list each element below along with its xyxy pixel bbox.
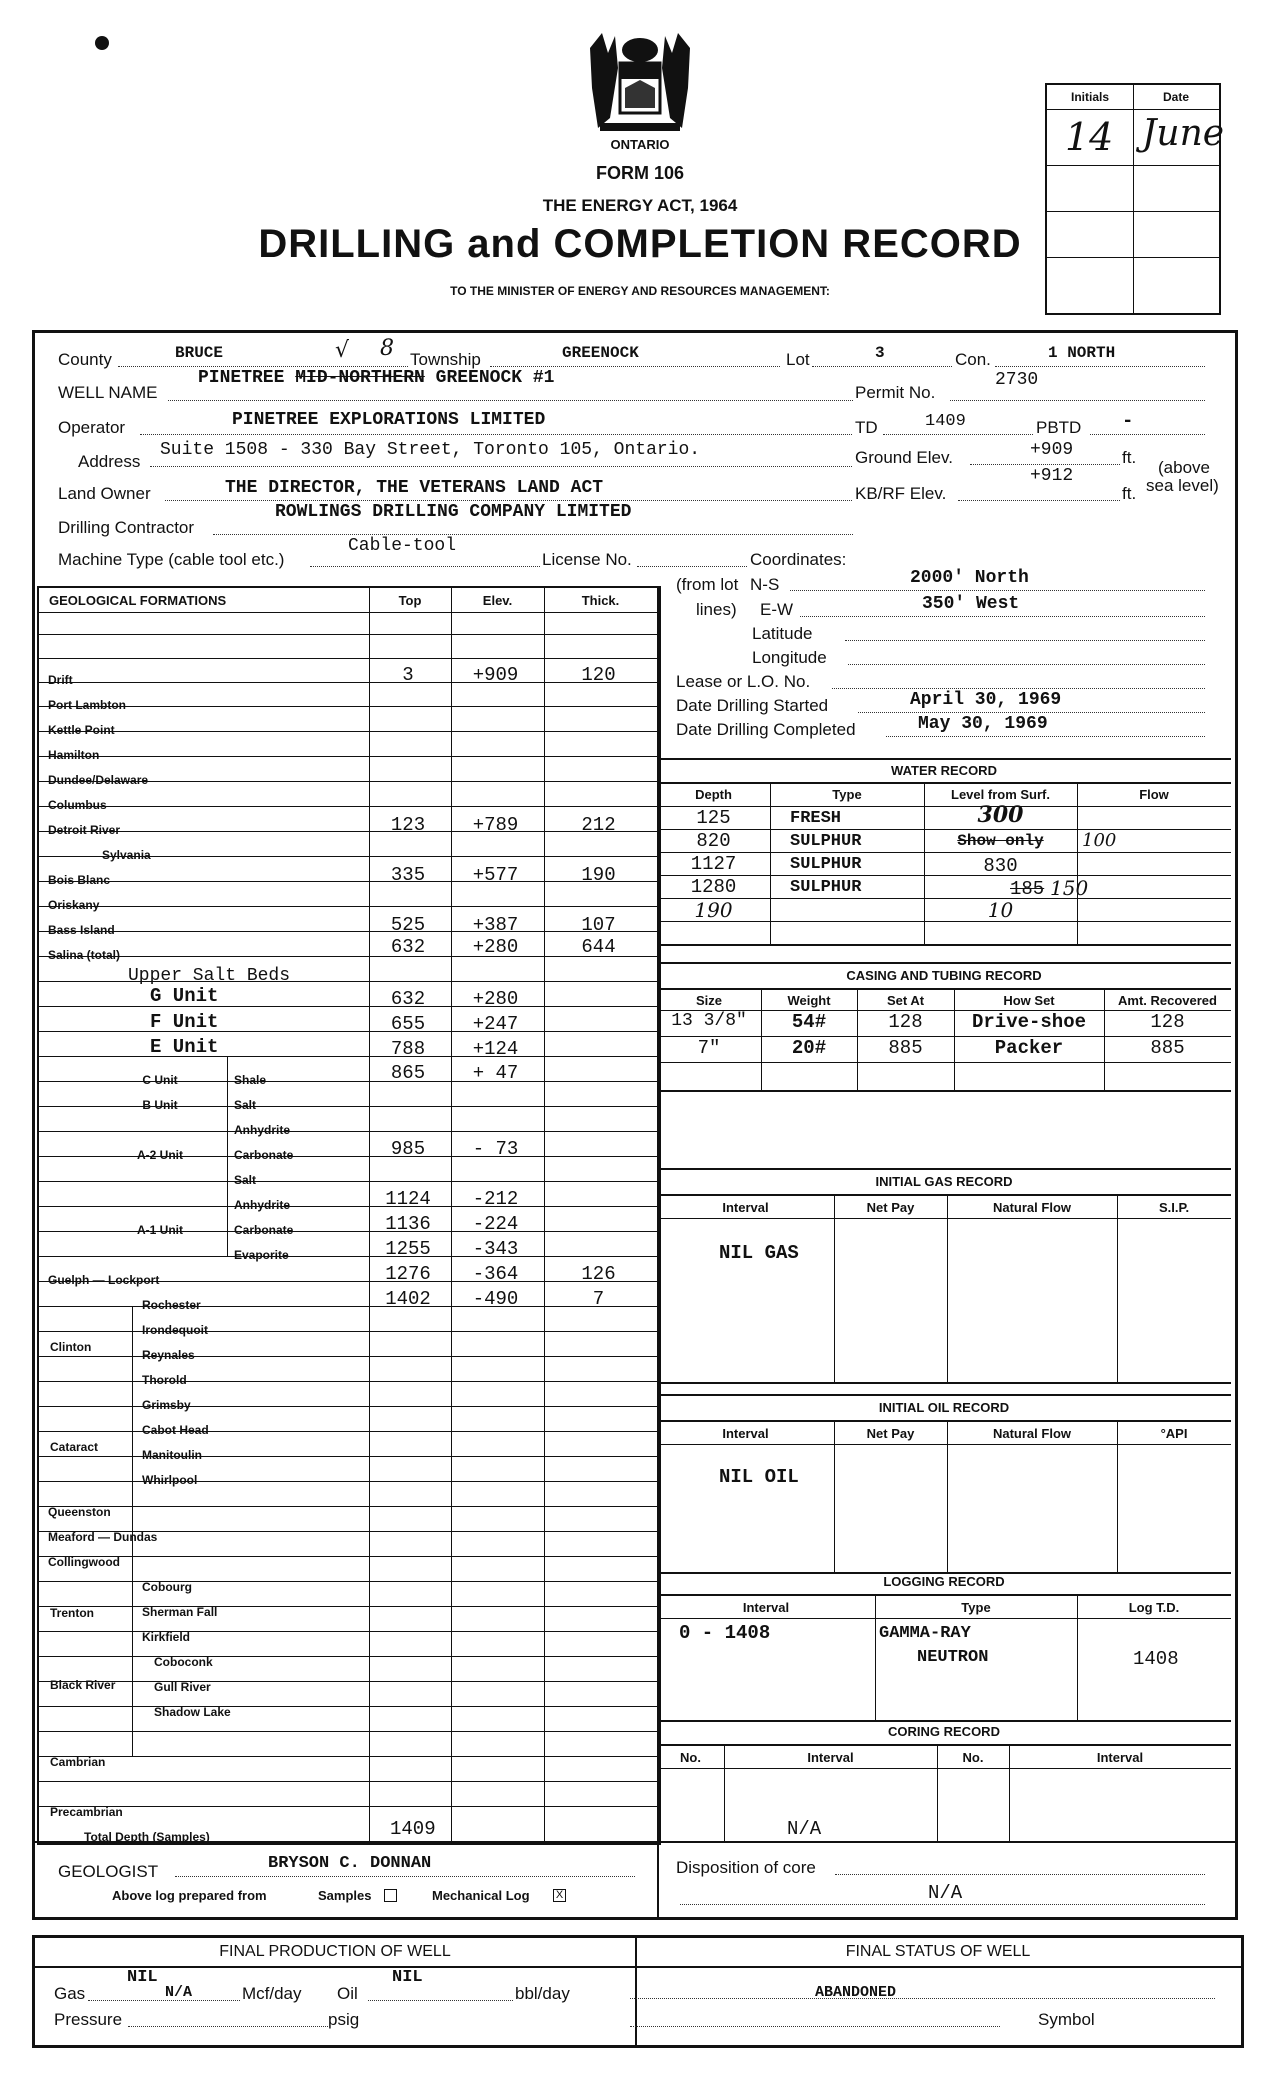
casing-how-header: How Set	[1003, 993, 1055, 1008]
date-completed-label: Date Drilling Completed	[676, 720, 856, 739]
trenton-sherman-fall: Sherman Fall	[142, 1605, 218, 1619]
thick-header: Thick.	[581, 593, 620, 608]
ew-value: 350' West	[922, 594, 1020, 614]
water-depth-4: 1280	[690, 876, 737, 898]
drift-elev: +909	[472, 664, 519, 686]
rochester-top: 1402	[385, 1288, 431, 1310]
g-unit: G Unit	[150, 985, 219, 1007]
water-level-4: 185	[1010, 878, 1045, 900]
f-unit: F Unit	[150, 1011, 219, 1033]
pbtd-label: PBTD	[1036, 418, 1082, 437]
final-section	[32, 1935, 1244, 2048]
anhydrite-1: Anhydrite	[234, 1123, 291, 1137]
salina-top: 632	[390, 936, 426, 958]
from-lot-label: (from lot	[676, 575, 739, 594]
casing-how-1: Drive-shoe	[971, 1011, 1087, 1033]
water-depth-header: Depth	[695, 787, 732, 802]
formation-kettle-point: Kettle Point	[48, 723, 115, 737]
above-sea-level: (above	[1158, 458, 1210, 477]
license-label: License No.	[542, 550, 632, 569]
well-name-label: WELL NAME	[58, 383, 158, 402]
formation-salina: Salina (total)	[48, 948, 121, 962]
mechanical-log-label: Mechanical Log	[432, 1888, 530, 1903]
ew-label: E-W	[760, 600, 794, 619]
formation-precambrian: Precambrian	[50, 1805, 123, 1819]
water-type-header: Type	[832, 787, 862, 802]
land-owner-value: THE DIRECTOR, THE VETERANS LAND ACT	[225, 478, 604, 498]
salina-thick: 644	[581, 936, 616, 958]
elev-header: Elev.	[482, 593, 513, 608]
gas-record	[657, 1168, 1231, 1384]
oil-api-header: °API	[1160, 1426, 1188, 1441]
casing-weight-2: 20#	[791, 1037, 827, 1059]
oil-interval-header: Interval	[722, 1426, 769, 1441]
water-flow-4: 150	[1050, 876, 1089, 900]
clinton-rochester: Rochester	[142, 1298, 201, 1312]
bass-island-thick: 107	[581, 914, 616, 936]
geologist-label: GEOLOGIST	[58, 1862, 159, 1881]
logging-interval: 0 - 1408	[679, 1622, 771, 1644]
evaporite-elev: -343	[472, 1238, 519, 1260]
formation-queenston: Queenston	[48, 1505, 111, 1519]
oil-netpay-header: Net Pay	[866, 1426, 915, 1441]
a2-unit: A-2 Unit	[137, 1148, 183, 1162]
clinton-reynales: Reynales	[142, 1348, 195, 1362]
oil-value: NIL OIL	[719, 1466, 799, 1488]
gas-flow-header: Natural Flow	[992, 1200, 1071, 1215]
upper-salt-beds-label: Upper Salt Beds	[128, 966, 291, 986]
water-flow-header: Flow	[1139, 787, 1169, 802]
c-unit-elev: + 47	[472, 1062, 519, 1084]
casing-size-1: 13 3/8"	[671, 1011, 747, 1031]
water-depth-5: 190	[694, 898, 733, 922]
drift-thick: 120	[581, 664, 616, 686]
black-river-shadow-lake: Shadow Lake	[154, 1705, 231, 1719]
ft-unit: ft.	[1122, 448, 1137, 467]
operator-label: Operator	[58, 418, 126, 437]
salina-elev: +280	[472, 936, 519, 958]
a1-unit-top: 1136	[385, 1213, 431, 1235]
bois-blanc-thick: 190	[581, 864, 616, 886]
e-unit-top: 788	[390, 1038, 426, 1060]
coring-record	[657, 1720, 1231, 1841]
casing-amt-1: 128	[1150, 1011, 1185, 1033]
a2-unit-top: 985	[390, 1138, 426, 1160]
cataract-whirlpool: Whirlpool	[142, 1473, 198, 1487]
clinton-thorold: Thorold	[142, 1373, 187, 1387]
oil-value-final: NIL	[392, 1968, 423, 1987]
rochester-thick: 7	[592, 1288, 605, 1310]
coring-interval2-header: Interval	[1096, 1750, 1144, 1765]
detroit-thick: 212	[581, 814, 616, 836]
bois-blanc-elev: +577	[472, 864, 519, 886]
ns-label: N-S	[750, 575, 780, 594]
e-unit: E Unit	[150, 1036, 219, 1058]
casing-size-2: 7"	[697, 1037, 721, 1059]
b-unit: B Unit	[142, 1098, 178, 1112]
sea-level-label: sea level)	[1146, 476, 1219, 495]
contractor-label: Drilling Contractor	[58, 518, 195, 537]
formation-guelph: Guelph — Lockport	[48, 1273, 160, 1287]
casing-size-header: Size	[695, 993, 722, 1008]
province-label: ONTARIO	[610, 137, 670, 152]
casing-weight-1: 54#	[791, 1011, 827, 1033]
black-river-coboconk: Coboconk	[154, 1655, 213, 1669]
date-handwritten: June	[1142, 113, 1225, 154]
formation-cataract: Cataract	[50, 1440, 99, 1454]
formation-clinton: Clinton	[50, 1340, 92, 1354]
rochester-elev: -490	[472, 1288, 519, 1310]
casing-set-header: Set At	[886, 993, 925, 1008]
f-unit-elev: +247	[472, 1013, 519, 1035]
township-value: GREENOCK	[562, 344, 639, 362]
coring-no-header: No.	[680, 1750, 701, 1765]
ft-unit-2: ft.	[1122, 484, 1137, 503]
date-completed-value: May 30, 1969	[918, 714, 1048, 734]
coordinates-label: Coordinates:	[750, 550, 847, 569]
permit-value: 2730	[995, 370, 1039, 390]
lot-value: 3	[875, 344, 885, 362]
water-depth-1: 125	[696, 807, 731, 829]
formation-drift: Drift	[48, 673, 73, 687]
permit-label: Permit No.	[855, 383, 936, 402]
total-depth-value: 1409	[390, 1818, 436, 1840]
con-value: 1 NORTH	[1048, 344, 1116, 362]
geologist-name: BRYSON C. DONNAN	[268, 1854, 432, 1873]
casing-title: CASING AND TUBING RECORD	[846, 968, 1042, 983]
machine-type-label: Machine Type (cable tool etc.)	[58, 550, 285, 569]
oil-label: Oil	[337, 1984, 358, 2003]
annotation-mark-2: 8	[380, 336, 394, 361]
logging-td-value: 1408	[1133, 1648, 1179, 1670]
county-label: County	[58, 350, 112, 369]
kb-elev-label: KB/RF Elev.	[855, 484, 947, 503]
logging-type-1: GAMMA-RAY	[879, 1624, 971, 1643]
c-unit-sub: Shale	[234, 1073, 267, 1087]
lease-label: Lease or L.O. No.	[676, 672, 811, 691]
a1-unit-elev: -224	[472, 1213, 519, 1235]
kb-elev-value: +912	[1030, 466, 1074, 486]
water-type-2: SULPHUR	[790, 832, 862, 851]
gas-na: N/A	[165, 1984, 193, 2001]
cataract-manitoulin: Manitoulin	[142, 1448, 202, 1462]
date-started-label: Date Drilling Started	[676, 696, 829, 715]
disposition-value: N/A	[928, 1882, 963, 1904]
oil-record	[657, 1394, 1231, 1574]
date-started-value: April 30, 1969	[910, 690, 1062, 710]
formation-dundee: Dundee/Delaware	[48, 773, 149, 787]
trenton-kirkfield: Kirkfield	[142, 1630, 191, 1644]
drift-top: 3	[402, 664, 414, 686]
initials-date-box	[1045, 83, 1225, 315]
final-production-title: FINAL PRODUCTION OF WELL	[219, 1943, 451, 1960]
formation-hamilton: Hamilton	[48, 748, 100, 762]
evaporite-top: 1255	[385, 1238, 431, 1260]
formation-bois-blanc: Bois Blanc	[48, 873, 111, 887]
anhydrite-2-elev: -212	[472, 1188, 519, 1210]
formation-cambrian: Cambrian	[50, 1755, 106, 1769]
mcf-label: Mcf/day	[242, 1984, 302, 2003]
samples-label: Samples	[318, 1888, 372, 1903]
detroit-top: 123	[390, 814, 426, 836]
coring-no2-header: No.	[962, 1750, 984, 1765]
pbtd-value: -	[1122, 410, 1134, 432]
ns-value: 2000' North	[910, 568, 1029, 588]
salt-2: Salt	[234, 1173, 257, 1187]
gas-title: INITIAL GAS RECORD	[875, 1174, 1013, 1189]
logging-td-header: Log T.D.	[1128, 1600, 1180, 1615]
guelph-top: 1276	[385, 1263, 431, 1285]
gas-value-final: NIL	[127, 1968, 158, 1987]
formation-meaford: Meaford — Dundas	[48, 1530, 158, 1544]
longitude-label: Longitude	[752, 648, 827, 667]
log-prepared-label: Above log prepared from	[112, 1888, 267, 1903]
top-header: Top	[398, 593, 422, 608]
c-unit-top: 865	[390, 1062, 426, 1084]
evaporite: Evaporite	[234, 1248, 289, 1262]
formation-black-river: Black River	[50, 1678, 116, 1692]
formation-columbus: Columbus	[48, 798, 107, 812]
ground-elev-value: +909	[1030, 440, 1074, 460]
casing-amt-header: Amt. Recovered	[1118, 993, 1217, 1008]
e-unit-elev: +124	[472, 1038, 519, 1060]
gas-interval-header: Interval	[722, 1200, 769, 1215]
total-depth-label: Total Depth (Samples)	[84, 1830, 210, 1844]
address-value: Suite 1508 - 330 Bay Street, Toronto 105, Ontario.	[160, 440, 701, 460]
bass-island-elev: +387	[472, 914, 519, 936]
trenton-cobourg: Cobourg	[142, 1580, 192, 1594]
county-value: BRUCE	[175, 344, 224, 362]
gas-label: Gas	[54, 1984, 86, 2003]
bois-blanc-top: 335	[390, 864, 426, 886]
coring-title: CORING RECORD	[888, 1724, 1000, 1739]
ground-elev-label: Ground Elev.	[855, 448, 953, 467]
bass-island-top: 525	[390, 914, 426, 936]
guelph-elev: -364	[472, 1263, 519, 1285]
formation-sylvania: Sylvania	[102, 848, 151, 862]
page-subtitle: TO THE MINISTER OF ENERGY AND RESOURCES MANAGEMENT:	[450, 284, 830, 298]
machine-type-value: Cable-tool	[348, 536, 457, 556]
logging-interval-header: Interval	[742, 1600, 790, 1615]
water-level-5: 10	[987, 898, 1014, 922]
c-unit: C Unit	[142, 1073, 178, 1087]
a2-unit-elev: - 73	[472, 1138, 519, 1160]
lines-label: lines)	[696, 600, 737, 619]
logging-type-2: NEUTRON	[917, 1648, 989, 1667]
psig-label: psig	[328, 2010, 360, 2029]
casing-set-2: 885	[888, 1037, 923, 1059]
anhydrite-2-top: 1124	[385, 1188, 431, 1210]
contractor-value: ROWLINGS DRILLING COMPANY LIMITED	[275, 502, 632, 522]
water-type-4: SULPHUR	[790, 878, 862, 897]
oil-flow-header: Natural Flow	[992, 1426, 1071, 1441]
f-unit-top: 655	[390, 1013, 426, 1035]
ontario-coat-of-arms	[580, 28, 700, 138]
b-unit-sub: Salt	[234, 1098, 257, 1112]
initials-header: Initials	[1047, 85, 1134, 110]
coring-interval-header: Interval	[807, 1750, 854, 1765]
act-name: THE ENERGY ACT, 1964	[542, 196, 738, 215]
annotation-mark: √	[335, 338, 350, 363]
page-title: DRILLING and COMPLETION RECORD	[258, 222, 1022, 266]
gas-value: NIL GAS	[719, 1242, 799, 1264]
logging-record	[657, 1570, 1231, 1722]
a2-unit-sub: Carbonate	[234, 1148, 294, 1162]
lot-label: Lot	[786, 350, 810, 369]
casing-weight-header: Weight	[787, 993, 831, 1008]
oil-title: INITIAL OIL RECORD	[878, 1400, 1010, 1415]
water-flow-2: 100	[1082, 830, 1117, 851]
samples-checkbox[interactable]	[384, 1889, 397, 1902]
formation-trenton: Trenton	[50, 1606, 94, 1620]
water-type-3: SULPHUR	[790, 855, 862, 874]
water-level-3: 830	[983, 855, 1018, 877]
coring-value: N/A	[787, 1818, 822, 1840]
township-label: Township	[410, 350, 481, 369]
g-unit-elev: +280	[472, 988, 519, 1010]
final-status-value: ABANDONED	[815, 1984, 897, 2001]
td-label: TD	[855, 418, 878, 437]
a1-unit: A-1 Unit	[137, 1223, 183, 1237]
disposition-label: Disposition of core	[676, 1858, 816, 1877]
logging-type-header: Type	[961, 1600, 991, 1615]
formation-detroit-river: Detroit River	[48, 823, 121, 837]
td-value: 1409	[925, 412, 966, 431]
operator-value: PINETREE EXPLORATIONS LIMITED	[232, 410, 546, 430]
casing-set-1: 128	[888, 1011, 923, 1033]
well-name-value: PINETREE MID-NORTHERN GREENOCK #1	[198, 368, 555, 388]
punch-hole	[95, 36, 109, 50]
cataract-cabot-head: Cabot Head	[142, 1423, 209, 1437]
date-header: Date	[1133, 85, 1219, 110]
clinton-irondequoit: Irondequoit	[142, 1323, 208, 1337]
gas-netpay-header: Net Pay	[866, 1200, 915, 1215]
cataract-grimsby: Grimsby	[142, 1398, 191, 1412]
mechanical-log-checkbox[interactable]: X	[553, 1889, 566, 1902]
formation-port-lambton: Port Lambton	[48, 698, 126, 712]
land-owner-label: Land Owner	[58, 484, 151, 503]
water-depth-2: 820	[696, 830, 731, 852]
con-label: Con.	[955, 350, 991, 369]
symbol-label: Symbol	[1038, 2010, 1095, 2029]
water-title: WATER RECORD	[891, 763, 997, 778]
guelph-thick: 126	[581, 1263, 616, 1285]
form-number: FORM 106	[595, 163, 685, 183]
latitude-label: Latitude	[752, 624, 813, 643]
formations-header: GEOLOGICAL FORMATIONS	[49, 593, 227, 608]
formation-collingwood: Collingwood	[48, 1555, 120, 1569]
casing-how-2: Packer	[994, 1037, 1064, 1059]
bbl-label: bbl/day	[515, 1984, 570, 2003]
water-level-header: Level from Surf.	[951, 787, 1050, 802]
gas-sip-header: S.I.P.	[1158, 1200, 1190, 1215]
casing-amt-2: 885	[1150, 1037, 1185, 1059]
final-status-title: FINAL STATUS OF WELL	[845, 1943, 1031, 1960]
water-depth-3: 1127	[690, 853, 737, 875]
black-river-gull-river: Gull River	[154, 1680, 211, 1694]
formation-oriskany: Oriskany	[48, 898, 100, 912]
water-level-1: 300	[977, 802, 1024, 828]
logging-title: LOGGING RECORD	[883, 1574, 1005, 1589]
g-unit-top: 632	[390, 988, 426, 1010]
formation-bass-island: Bass Island	[48, 923, 115, 937]
water-level-2: Show only	[957, 832, 1044, 850]
pressure-label: Pressure	[54, 2010, 123, 2029]
initials-handwritten: 14	[1065, 115, 1114, 159]
anhydrite-2: Anhydrite	[234, 1198, 291, 1212]
a1-unit-sub: Carbonate	[234, 1223, 294, 1237]
address-label: Address	[78, 452, 141, 471]
water-type-1: FRESH	[790, 809, 842, 828]
detroit-elev: +789	[472, 814, 519, 836]
